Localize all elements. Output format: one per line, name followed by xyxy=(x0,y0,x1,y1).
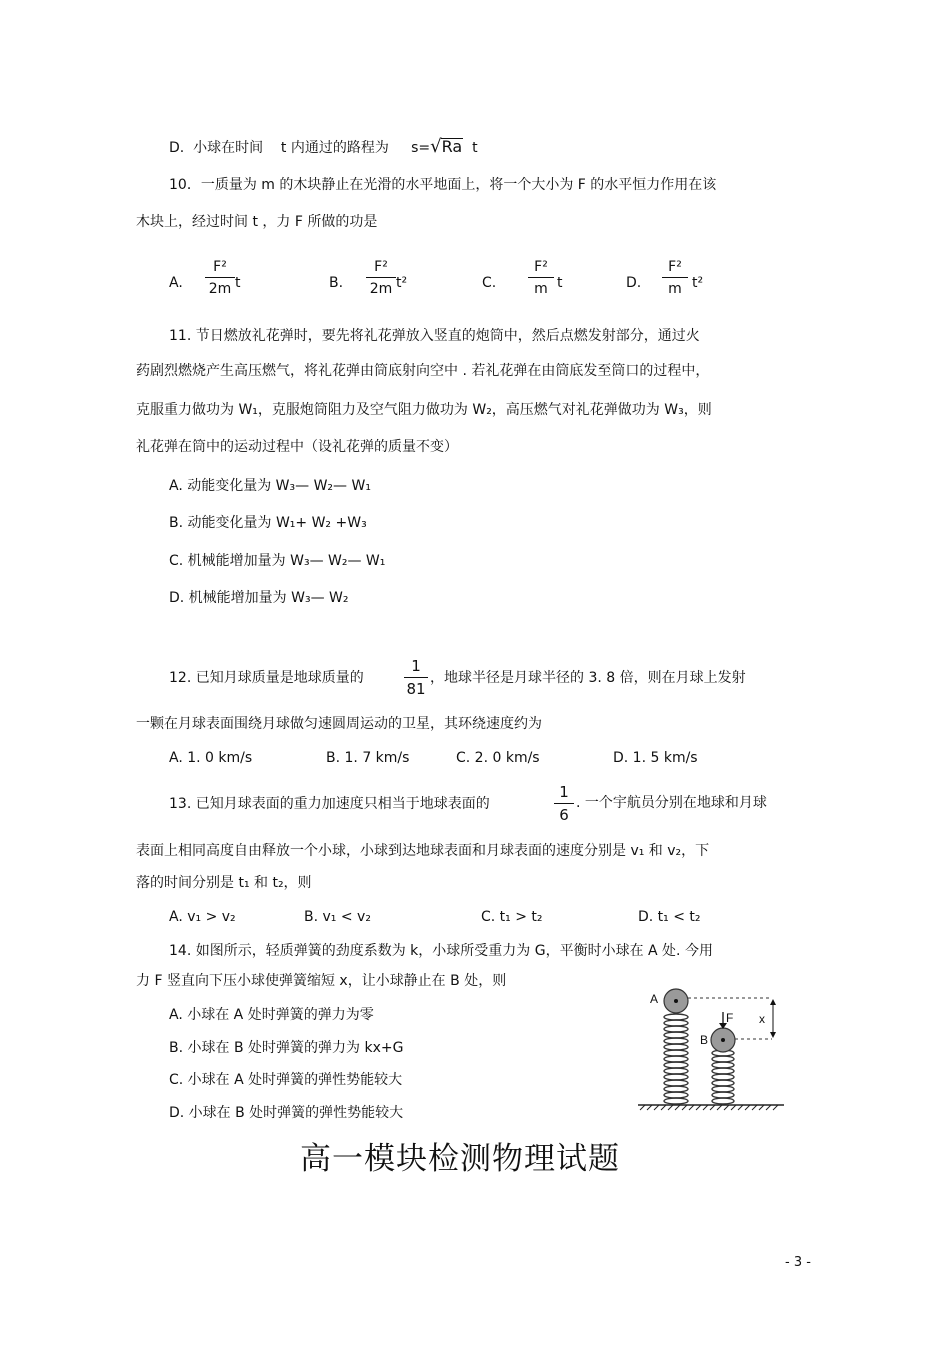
q13-line2: 表面上相同高度自由释放一个小球，小球到达地球表面和月球表面的速度分别是 v₁ 和 v₂，下 xyxy=(136,843,710,859)
label-f: F xyxy=(726,1011,734,1025)
q10-option-a-label: A. xyxy=(169,275,183,291)
fraction-numerator: 1 xyxy=(411,657,421,675)
q13-option-d: D. t₁ < t₂ xyxy=(638,909,701,925)
q9-option-d: D. 小球在时间 t 内通过的路程为 s=√Ra t xyxy=(169,136,478,157)
q10-option-b-suffix: t² xyxy=(396,275,408,291)
q13-fraction xyxy=(554,785,574,823)
fraction-numerator: F² xyxy=(374,259,388,275)
label-x: x xyxy=(759,1012,765,1026)
fraction-numerator: F² xyxy=(534,259,548,275)
q14-option-a: A. 小球在 A 处时弹簧的弹力为零 xyxy=(169,1007,374,1023)
q13-suffix: . 一个宇航员分别在地球和月球 xyxy=(576,795,767,811)
label-a: A xyxy=(650,992,659,1006)
ball-b-center xyxy=(721,1038,725,1042)
fraction-denominator: 6 xyxy=(559,806,569,824)
q10-option-c-fraction xyxy=(528,260,554,296)
q12-option-b: B. 1. 7 km/s xyxy=(326,750,410,766)
q11-line3: 克服重力做功为 W₁，克服炮筒阻力及空气阻力做功为 W₂，高压燃气对礼花弹做功为 W₃，则 xyxy=(136,402,712,418)
q12-suffix: ，地球半径是月球半径的 3. 8 倍，则在月球上发射 xyxy=(430,670,746,686)
label-b: B xyxy=(700,1033,709,1047)
fraction-denominator: 2m xyxy=(208,281,232,297)
q12-option-c: C. 2. 0 km/s xyxy=(456,750,540,766)
q10-option-d-label: D. xyxy=(626,275,642,291)
q10-option-c-suffix: t xyxy=(557,275,563,291)
q10-option-b-fraction xyxy=(366,260,396,296)
q13-option-c: C. t₁ > t₂ xyxy=(481,909,543,925)
q10-option-a-fraction xyxy=(205,260,235,296)
q11-option-c: C. 机械能增加量为 W₃— W₂— W₁ xyxy=(169,553,386,569)
q10-option-d-suffix: t² xyxy=(692,275,704,291)
q11-option-a: A. 动能变化量为 W₃— W₂— W₁ xyxy=(169,478,371,494)
q13-prefix: 13. 已知月球表面的重力加速度只相当于地球表面的 xyxy=(169,796,490,812)
fraction-denominator: 81 xyxy=(406,680,426,698)
fraction-numerator: F² xyxy=(668,259,682,275)
dimension-arrow-up xyxy=(770,999,776,1005)
q13-line3: 落的时间分别是 t₁ 和 t₂，则 xyxy=(136,875,312,891)
q10-option-b-label: B. xyxy=(329,275,344,291)
q11-line4: 礼花弹在筒中的运动过程中（设礼花弹的质量不变） xyxy=(136,439,458,455)
dimension-arrow-down xyxy=(770,1032,776,1038)
spring-a xyxy=(664,1014,688,1104)
fraction-denominator: m xyxy=(668,281,682,297)
q13-option-b: B. v₁ < v₂ xyxy=(304,909,371,925)
page-title: 高一模块检测物理试题 xyxy=(300,1141,620,1177)
spring-b xyxy=(712,1050,734,1104)
fraction-denominator: 2m xyxy=(369,281,393,297)
q14-option-c: C. 小球在 A 处时弹簧的弹性势能较大 xyxy=(169,1072,403,1088)
q10-line2: 木块上，经过时间 t ，力 F 所做的功是 xyxy=(136,214,378,230)
fraction-numerator: F² xyxy=(213,259,227,275)
spring-diagram xyxy=(632,985,792,1115)
q11-option-b: B. 动能变化量为 W₁+ W₂ +W₃ xyxy=(169,515,367,531)
ball-a-center xyxy=(674,999,678,1003)
fraction-denominator: m xyxy=(534,281,548,297)
q14-line2: 力 F 竖直向下压小球使弹簧缩短 x，让小球静止在 B 处，则 xyxy=(136,973,507,989)
q12-option-a: A. 1. 0 km/s xyxy=(169,750,253,766)
q13-option-a: A. v₁ > v₂ xyxy=(169,909,236,925)
fraction-numerator: 1 xyxy=(559,783,569,801)
q12-line2: 一颗在月球表面围绕月球做匀速圆周运动的卫星，其环绕速度约为 xyxy=(136,716,542,732)
q12-prefix: 12. 已知月球质量是地球质量的 xyxy=(169,670,364,686)
q14-line1: 14. 如图所示，轻质弹簧的劲度系数为 k，小球所受重力为 G，平衡时小球在 A 处. 今用 xyxy=(169,943,713,959)
q10-option-c-label: C. xyxy=(482,275,497,291)
q12-fraction xyxy=(404,659,428,697)
q14-option-d: D. 小球在 B 处时弹簧的弹性势能较大 xyxy=(169,1105,404,1121)
q11-line2: 药剧烈燃烧产生高压燃气，将礼花弹由筒底射向空中 . 若礼花弹在由筒底发至筒口的过程中， xyxy=(136,363,710,379)
q10-option-a-suffix: t xyxy=(235,275,241,291)
q10-line1: 10．一质量为 m 的木块静止在光滑的水平地面上，将一个大小为 F 的水平恒力作用在该 xyxy=(169,177,717,193)
q11-option-d: D. 机械能增加量为 W₃— W₂ xyxy=(169,590,349,606)
page-number: - 3 - xyxy=(785,1255,811,1270)
q14-option-b: B. 小球在 B 处时弹簧的弹力为 kx+G xyxy=(169,1040,404,1056)
q10-option-d-fraction xyxy=(662,260,688,296)
q11-line1: 11. 节日燃放礼花弹时，要先将礼花弹放入竖直的炮筒中，然后点燃发射部分，通过火 xyxy=(169,328,700,344)
q12-option-d: D. 1. 5 km/s xyxy=(613,750,698,766)
